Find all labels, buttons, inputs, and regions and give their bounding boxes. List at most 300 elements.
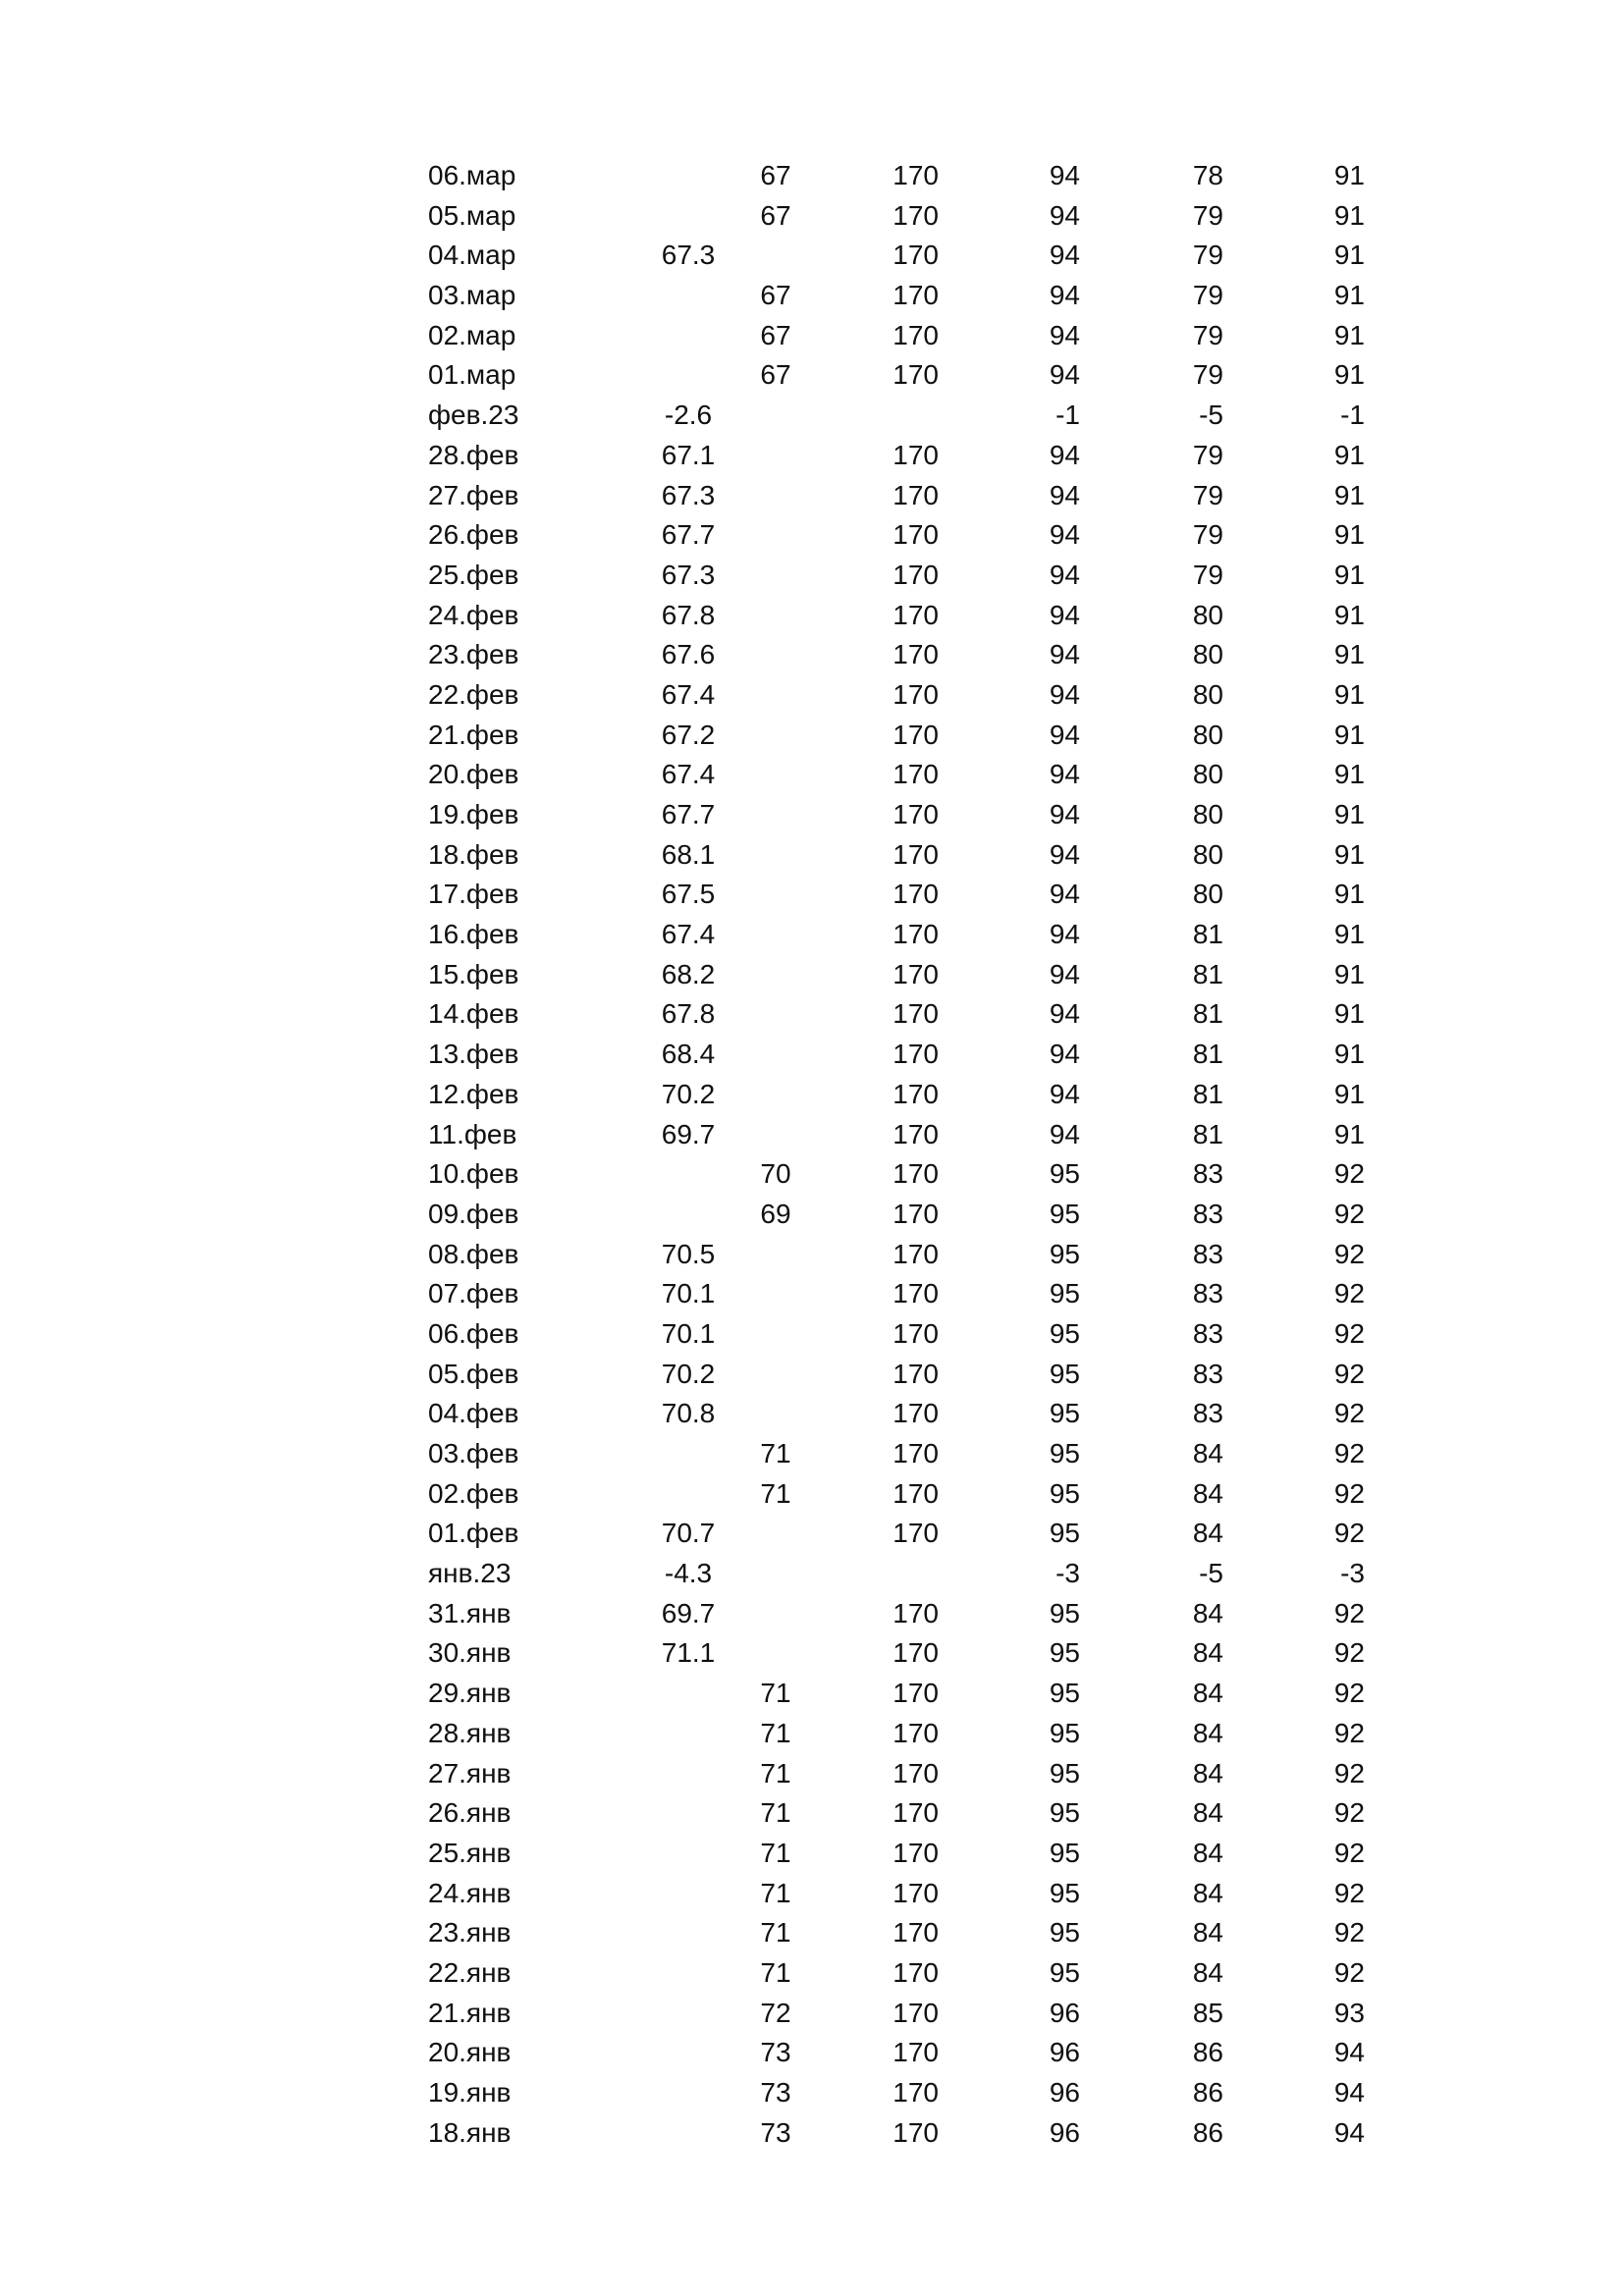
date-cell: 24.фев	[428, 599, 519, 630]
weight-rounded-cell: 71	[760, 1717, 791, 1748]
weight-rounded-cell: 71	[760, 1477, 791, 1509]
height-cell: 170	[893, 1917, 939, 1949]
table-row	[0, 1235, 1624, 1275]
weight-decimal-cell: 71.1	[661, 1637, 716, 1669]
height-cell: 170	[893, 838, 939, 870]
value-e-cell: 84	[1192, 1597, 1223, 1629]
weight-rounded-cell: 71	[760, 1917, 791, 1949]
value-f-cell: 94	[1333, 2037, 1365, 2068]
value-e-cell: 80	[1192, 799, 1223, 829]
table-row	[0, 755, 1624, 795]
height-cell: 170	[893, 1238, 939, 1269]
date-cell: 27.фев	[428, 479, 519, 510]
date-cell: 07.фев	[428, 1278, 519, 1309]
date-cell: 25.янв	[428, 1837, 512, 1868]
height-cell: 170	[893, 479, 939, 510]
value-e-cell: 84	[1192, 1717, 1223, 1748]
value-d-cell: 95	[1049, 1238, 1080, 1269]
value-f-cell: 91	[1333, 599, 1365, 630]
value-f-cell: 92	[1333, 1398, 1365, 1429]
table-row	[0, 1035, 1624, 1075]
value-e-cell: 81	[1192, 958, 1223, 989]
weight-decimal-cell: 70.1	[661, 1317, 716, 1349]
value-f-cell: 92	[1333, 1637, 1365, 1669]
height-cell: 170	[893, 1158, 939, 1190]
value-f-cell: 91	[1333, 359, 1365, 391]
weight-rounded-cell: 71	[760, 1757, 791, 1789]
date-cell: 06.фев	[428, 1317, 519, 1349]
value-f-cell: 91	[1333, 759, 1365, 790]
height-cell: 170	[893, 559, 939, 590]
table-row	[0, 396, 1624, 436]
value-e-cell: 81	[1192, 1039, 1223, 1070]
value-e-cell: 84	[1192, 1438, 1223, 1468]
height-cell: 170	[893, 280, 939, 311]
date-cell: 03.мар	[428, 280, 516, 311]
date-cell: 11.фев	[428, 1118, 517, 1149]
height-cell: 170	[893, 2077, 939, 2108]
value-d-cell: 95	[1049, 1477, 1080, 1509]
date-cell: 28.фев	[428, 439, 519, 470]
value-e-cell: 83	[1192, 1158, 1223, 1190]
date-cell: 20.фев	[428, 759, 519, 790]
value-d-cell: 95	[1049, 1278, 1080, 1309]
value-d-cell: 96	[1049, 2077, 1080, 2108]
value-f-cell: 92	[1333, 1158, 1365, 1190]
table-row	[0, 1994, 1624, 2034]
height-cell: 170	[893, 1477, 939, 1509]
date-cell: 31.янв	[428, 1597, 512, 1629]
height-cell: 170	[893, 1317, 939, 1349]
date-cell: 23.фев	[428, 639, 519, 670]
date-cell: 09.фев	[428, 1198, 519, 1229]
value-f-cell: 92	[1333, 1678, 1365, 1709]
height-cell: 170	[893, 1877, 939, 1908]
weight-decimal-cell: 67.1	[661, 439, 716, 470]
date-cell: 01.мар	[428, 359, 516, 391]
value-e-cell: 80	[1192, 678, 1223, 710]
value-d-cell: 95	[1049, 1398, 1080, 1429]
value-e-cell: 84	[1192, 1877, 1223, 1908]
table-row	[0, 1274, 1624, 1314]
height-cell: 170	[893, 1278, 939, 1309]
date-cell: 17.фев	[428, 879, 519, 910]
value-e-cell: 84	[1192, 1917, 1223, 1949]
weight-decimal-cell: 67.7	[661, 799, 716, 829]
date-cell: 21.янв	[428, 1997, 512, 2028]
value-e-cell: -5	[1199, 1558, 1223, 1589]
table-row	[0, 1793, 1624, 1834]
table-row	[0, 1633, 1624, 1674]
weight-decimal-cell: 70.2	[661, 1358, 716, 1389]
weight-rounded-cell: 73	[760, 2037, 791, 2068]
height-cell: 170	[893, 1398, 939, 1429]
value-f-cell: 92	[1333, 1837, 1365, 1868]
weight-rounded-cell: 73	[760, 2116, 791, 2148]
value-d-cell: 94	[1049, 639, 1080, 670]
value-d-cell: 94	[1049, 799, 1080, 829]
value-d-cell: 94	[1049, 199, 1080, 231]
value-d-cell: 95	[1049, 1358, 1080, 1389]
value-d-cell: 94	[1049, 919, 1080, 950]
height-cell: 170	[893, 958, 939, 989]
value-d-cell: 95	[1049, 1438, 1080, 1468]
date-cell: 05.фев	[428, 1358, 519, 1389]
value-d-cell: 95	[1049, 1198, 1080, 1229]
height-cell: 170	[893, 439, 939, 470]
date-cell: 02.мар	[428, 319, 516, 350]
date-cell: 18.фев	[428, 838, 519, 870]
value-f-cell: 92	[1333, 1198, 1365, 1229]
value-e-cell: 80	[1192, 639, 1223, 670]
height-cell: 170	[893, 998, 939, 1030]
date-cell: 27.янв	[428, 1757, 512, 1789]
table-row	[0, 1674, 1624, 1714]
value-e-cell: 81	[1192, 998, 1223, 1030]
height-cell: 170	[893, 1717, 939, 1748]
value-d-cell: 94	[1049, 559, 1080, 590]
date-cell: 06.мар	[428, 160, 516, 190]
height-cell: 170	[893, 599, 939, 630]
value-f-cell: 92	[1333, 1717, 1365, 1748]
table-row	[0, 1154, 1624, 1195]
date-cell: 19.янв	[428, 2077, 512, 2108]
weight-rounded-cell: 69	[760, 1198, 791, 1229]
value-f-cell: 91	[1333, 240, 1365, 271]
weight-decimal-cell: 70.2	[661, 1078, 716, 1109]
value-d-cell: 95	[1049, 1518, 1080, 1549]
weight-decimal-cell: 70.5	[661, 1238, 716, 1269]
weight-decimal-cell: 67.3	[661, 559, 716, 590]
height-cell: 170	[893, 799, 939, 829]
value-e-cell: 84	[1192, 1678, 1223, 1709]
value-e-cell: 84	[1192, 1797, 1223, 1829]
value-f-cell: 91	[1333, 799, 1365, 829]
height-cell: 170	[893, 1997, 939, 2028]
table-row	[0, 1434, 1624, 1474]
value-d-cell: 94	[1049, 879, 1080, 910]
table-row	[0, 635, 1624, 675]
height-cell: 170	[893, 519, 939, 551]
weight-rounded-cell: 70	[760, 1158, 791, 1190]
value-e-cell: 79	[1192, 519, 1223, 551]
height-cell: 170	[893, 1078, 939, 1109]
value-f-cell: 92	[1333, 1956, 1365, 1988]
table-row	[0, 1594, 1624, 1634]
date-cell: янв.23	[428, 1558, 512, 1589]
value-d-cell: 94	[1049, 1118, 1080, 1149]
weight-rounded-cell: 67	[760, 319, 791, 350]
value-e-cell: 79	[1192, 559, 1223, 590]
table-row	[0, 276, 1624, 316]
value-f-cell: 94	[1333, 2116, 1365, 2148]
value-d-cell: 95	[1049, 1317, 1080, 1349]
value-e-cell: 79	[1192, 359, 1223, 391]
weight-rounded-cell: 72	[760, 1997, 791, 2028]
value-d-cell: 94	[1049, 359, 1080, 391]
value-d-cell: 94	[1049, 439, 1080, 470]
table-row	[0, 795, 1624, 835]
value-f-cell: 91	[1333, 1118, 1365, 1149]
value-d-cell: 94	[1049, 678, 1080, 710]
value-f-cell: 91	[1333, 160, 1365, 190]
table-row	[0, 355, 1624, 396]
value-e-cell: 85	[1192, 1997, 1223, 2028]
value-f-cell: 91	[1333, 719, 1365, 750]
date-cell: 26.янв	[428, 1797, 512, 1829]
value-e-cell: 80	[1192, 599, 1223, 630]
weight-decimal-cell: 67.4	[661, 919, 716, 950]
value-d-cell: 94	[1049, 958, 1080, 989]
value-d-cell: 94	[1049, 1078, 1080, 1109]
value-f-cell: 92	[1333, 1358, 1365, 1389]
weight-decimal-cell: 70.7	[661, 1518, 716, 1549]
weight-decimal-cell: -2.6	[664, 400, 713, 431]
value-d-cell: 94	[1049, 719, 1080, 750]
table-row	[0, 1834, 1624, 1874]
value-d-cell: 94	[1049, 599, 1080, 630]
value-f-cell: 91	[1333, 678, 1365, 710]
date-cell: 14.фев	[428, 998, 519, 1030]
height-cell: 170	[893, 240, 939, 271]
value-d-cell: 95	[1049, 1637, 1080, 1669]
value-e-cell: 81	[1192, 919, 1223, 950]
value-f-cell: -1	[1340, 400, 1365, 431]
value-f-cell: 92	[1333, 1597, 1365, 1629]
value-f-cell: 92	[1333, 1877, 1365, 1908]
table-row	[0, 556, 1624, 596]
value-e-cell: 83	[1192, 1278, 1223, 1309]
weight-decimal-cell: -4.3	[664, 1558, 713, 1589]
date-cell: 22.янв	[428, 1956, 512, 1988]
weight-decimal-cell: 67.3	[661, 479, 716, 510]
weight-rounded-cell: 67	[760, 160, 791, 190]
value-e-cell: 79	[1192, 240, 1223, 271]
table-row	[0, 2073, 1624, 2113]
weight-rounded-cell: 71	[760, 1877, 791, 1908]
weight-decimal-cell: 67.4	[661, 759, 716, 790]
date-cell: 15.фев	[428, 958, 519, 989]
value-d-cell: 94	[1049, 759, 1080, 790]
height-cell: 170	[893, 639, 939, 670]
date-cell: 22.фев	[428, 678, 519, 710]
date-cell: 25.фев	[428, 559, 519, 590]
value-d-cell: 95	[1049, 1917, 1080, 1949]
value-d-cell: 94	[1049, 240, 1080, 271]
date-cell: 20.янв	[428, 2037, 512, 2068]
height-cell: 170	[893, 1518, 939, 1549]
date-cell: 10.фев	[428, 1158, 519, 1190]
data-table	[0, 156, 1624, 2153]
value-e-cell: 84	[1192, 1518, 1223, 1549]
value-d-cell: 95	[1049, 1797, 1080, 1829]
weight-rounded-cell: 71	[760, 1678, 791, 1709]
weight-decimal-cell: 67.4	[661, 678, 716, 710]
value-d-cell: 96	[1049, 1997, 1080, 2028]
value-f-cell: 91	[1333, 879, 1365, 910]
weight-rounded-cell: 67	[760, 199, 791, 231]
table-row	[0, 1314, 1624, 1355]
value-e-cell: 79	[1192, 199, 1223, 231]
height-cell: 170	[893, 919, 939, 950]
value-f-cell: 91	[1333, 919, 1365, 950]
value-e-cell: 79	[1192, 439, 1223, 470]
value-f-cell: 92	[1333, 1477, 1365, 1509]
weight-decimal-cell: 67.3	[661, 240, 716, 271]
table-row	[0, 1754, 1624, 1794]
value-e-cell: 83	[1192, 1358, 1223, 1389]
value-e-cell: 78	[1192, 160, 1223, 190]
height-cell: 170	[893, 359, 939, 391]
height-cell: 170	[893, 719, 939, 750]
table-row	[0, 476, 1624, 516]
weight-rounded-cell: 71	[760, 1956, 791, 1988]
height-cell: 170	[893, 1797, 939, 1829]
height-cell: 170	[893, 759, 939, 790]
value-d-cell: 94	[1049, 1039, 1080, 1070]
weight-decimal-cell: 69.7	[661, 1118, 716, 1149]
value-e-cell: 86	[1192, 2116, 1223, 2148]
value-f-cell: 91	[1333, 439, 1365, 470]
value-f-cell: 92	[1333, 1438, 1365, 1468]
value-e-cell: 80	[1192, 838, 1223, 870]
table-row	[0, 196, 1624, 237]
value-d-cell: 95	[1049, 1597, 1080, 1629]
table-row	[0, 236, 1624, 276]
weight-rounded-cell: 71	[760, 1837, 791, 1868]
table-row	[0, 1075, 1624, 1115]
value-d-cell: 96	[1049, 2116, 1080, 2148]
table-row	[0, 1474, 1624, 1515]
value-f-cell: 92	[1333, 1518, 1365, 1549]
value-e-cell: 79	[1192, 479, 1223, 510]
height-cell: 170	[893, 1118, 939, 1149]
height-cell: 170	[893, 1757, 939, 1789]
value-f-cell: 92	[1333, 1797, 1365, 1829]
date-cell: 04.мар	[428, 240, 516, 271]
value-e-cell: 83	[1192, 1198, 1223, 1229]
table-row	[0, 955, 1624, 995]
value-f-cell: 91	[1333, 958, 1365, 989]
date-cell: 12.фев	[428, 1078, 519, 1109]
date-cell: 04.фев	[428, 1398, 519, 1429]
table-row	[0, 675, 1624, 716]
value-f-cell: 92	[1333, 1757, 1365, 1789]
value-e-cell: 81	[1192, 1078, 1223, 1109]
value-d-cell: 94	[1049, 519, 1080, 551]
value-f-cell: 93	[1333, 1997, 1365, 2028]
value-e-cell: 86	[1192, 2077, 1223, 2108]
table-row	[0, 1355, 1624, 1395]
value-d-cell: 94	[1049, 319, 1080, 350]
weight-rounded-cell: 67	[760, 359, 791, 391]
value-f-cell: 91	[1333, 998, 1365, 1030]
weight-decimal-cell: 70.8	[661, 1398, 716, 1429]
height-cell: 170	[893, 1597, 939, 1629]
weight-decimal-cell: 67.6	[661, 639, 716, 670]
date-cell: 23.янв	[428, 1917, 512, 1949]
height-cell: 170	[893, 1837, 939, 1868]
date-cell: 08.фев	[428, 1238, 519, 1269]
height-cell: 170	[893, 1438, 939, 1468]
value-f-cell: 91	[1333, 838, 1365, 870]
value-d-cell: 94	[1049, 838, 1080, 870]
height-cell: 170	[893, 199, 939, 231]
value-e-cell: 84	[1192, 1956, 1223, 1988]
value-e-cell: 84	[1192, 1477, 1223, 1509]
height-cell: 170	[893, 1198, 939, 1229]
value-e-cell: 84	[1192, 1637, 1223, 1669]
date-cell: 03.фев	[428, 1438, 519, 1468]
value-e-cell: 79	[1192, 319, 1223, 350]
value-d-cell: 94	[1049, 280, 1080, 311]
date-cell: 18.янв	[428, 2116, 512, 2148]
weight-decimal-cell: 67.2	[661, 719, 716, 750]
value-d-cell: -1	[1056, 400, 1080, 431]
table-row	[0, 1714, 1624, 1754]
height-cell: 170	[893, 1956, 939, 1988]
value-d-cell: -3	[1056, 1558, 1080, 1589]
weight-decimal-cell: 69.7	[661, 1597, 716, 1629]
value-d-cell: 94	[1049, 479, 1080, 510]
date-cell: 29.янв	[428, 1678, 512, 1709]
value-e-cell: 80	[1192, 879, 1223, 910]
table-row	[0, 1115, 1624, 1155]
value-f-cell: -3	[1340, 1558, 1365, 1589]
height-cell: 170	[893, 319, 939, 350]
height-cell: 170	[893, 1358, 939, 1389]
value-e-cell: 80	[1192, 719, 1223, 750]
table-row	[0, 515, 1624, 556]
table-row	[0, 2033, 1624, 2073]
value-f-cell: 91	[1333, 280, 1365, 311]
height-cell: 170	[893, 2116, 939, 2148]
value-d-cell: 95	[1049, 1956, 1080, 1988]
value-e-cell: 81	[1192, 1118, 1223, 1149]
table-row	[0, 1394, 1624, 1434]
date-cell: 02.фев	[428, 1477, 519, 1509]
date-cell: 24.янв	[428, 1877, 512, 1908]
table-row	[0, 915, 1624, 955]
value-f-cell: 94	[1333, 2077, 1365, 2108]
value-f-cell: 92	[1333, 1278, 1365, 1309]
value-f-cell: 91	[1333, 1039, 1365, 1070]
date-cell: 05.мар	[428, 199, 516, 231]
table-row	[0, 1913, 1624, 1953]
weight-rounded-cell: 67	[760, 280, 791, 311]
table-row	[0, 156, 1624, 196]
value-f-cell: 91	[1333, 519, 1365, 551]
value-e-cell: 86	[1192, 2037, 1223, 2068]
height-cell: 170	[893, 160, 939, 190]
table-row	[0, 2113, 1624, 2154]
height-cell: 170	[893, 2037, 939, 2068]
value-f-cell: 91	[1333, 199, 1365, 231]
value-e-cell: 84	[1192, 1757, 1223, 1789]
value-d-cell: 95	[1049, 1757, 1080, 1789]
date-cell: фев.23	[428, 400, 519, 431]
value-d-cell: 94	[1049, 160, 1080, 190]
table-row	[0, 596, 1624, 636]
height-cell: 170	[893, 879, 939, 910]
table-row	[0, 1554, 1624, 1594]
date-cell: 26.фев	[428, 519, 519, 551]
value-d-cell: 95	[1049, 1837, 1080, 1868]
weight-decimal-cell: 70.1	[661, 1278, 716, 1309]
weight-decimal-cell: 67.7	[661, 519, 716, 551]
height-cell: 170	[893, 1637, 939, 1669]
weight-decimal-cell: 67.8	[661, 998, 716, 1030]
